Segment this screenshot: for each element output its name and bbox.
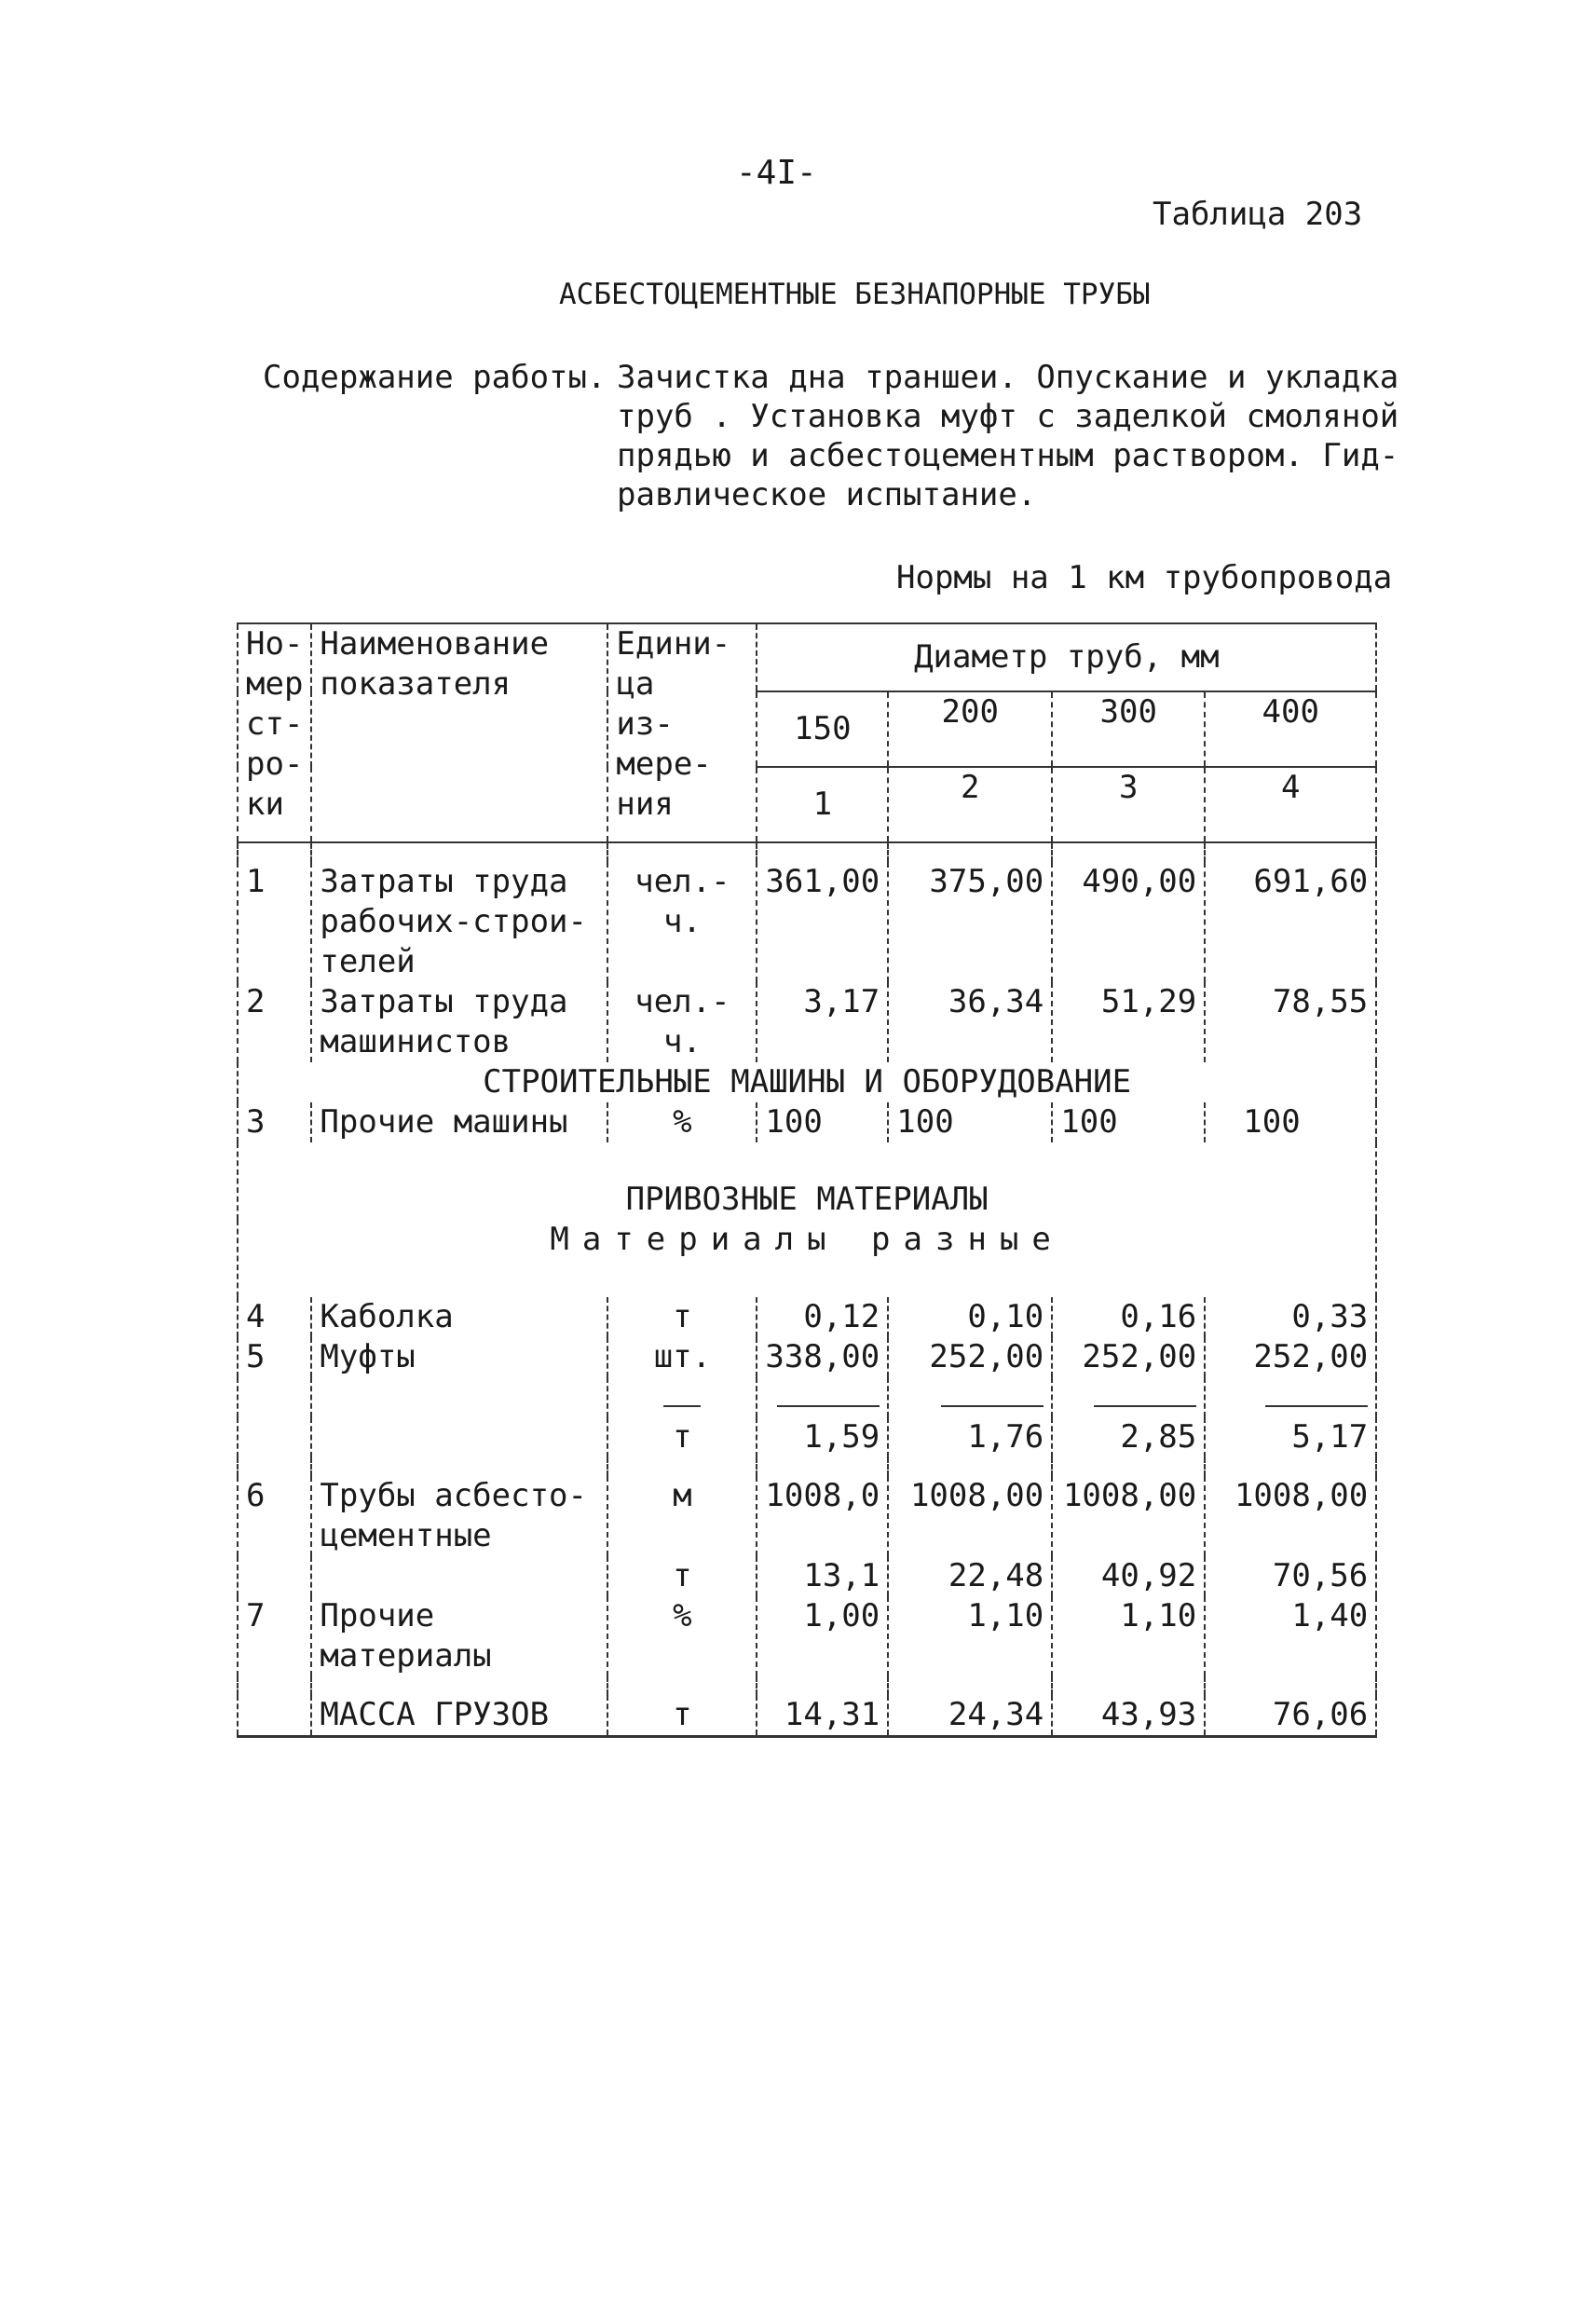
row-value-150: 0,12: [757, 1297, 888, 1337]
row-unit: т: [607, 1297, 757, 1337]
row-value-150: 3,17: [757, 982, 888, 1062]
row-value-300: 100: [1052, 1102, 1205, 1142]
row-value-300: 252,00: [1052, 1337, 1205, 1377]
row-number: 6: [238, 1476, 311, 1556]
header-col-3: 3: [1052, 767, 1205, 842]
row-value-150: 13,1: [757, 1556, 888, 1596]
row-number: 2: [238, 982, 311, 1062]
row-unit: т: [607, 1417, 757, 1457]
row-name: Затраты труда машинистов: [311, 982, 607, 1062]
row-name: [311, 1417, 607, 1457]
row-value-150: 1008,0: [757, 1476, 888, 1556]
fraction-line: [777, 1402, 880, 1407]
header-diameter-200: 200: [888, 691, 1052, 767]
work-content-label: Содержание работы.: [263, 359, 607, 396]
work-content-line: труб . Установка муфт с заделкой смоляной: [617, 398, 1399, 435]
table-row: [238, 862, 1376, 982]
row-value-200: 1,10: [888, 1596, 1052, 1676]
row-name: Трубы асбесто- цементные: [311, 1476, 607, 1556]
row-number: [238, 1695, 311, 1737]
row-value-300: 1008,00: [1052, 1476, 1205, 1556]
header-diameter-400: 400: [1205, 691, 1376, 767]
row-value-400: 70,56: [1205, 1556, 1376, 1596]
row-unit: чел.-ч.: [607, 862, 757, 982]
row-value-400: 100: [1205, 1102, 1376, 1142]
row-name: Прочие материалы: [311, 1596, 607, 1676]
table-row: [238, 1596, 1376, 1676]
header-row-number: Но- мер ст- ро- ки: [238, 623, 311, 842]
table-label: Таблица 203: [1153, 196, 1363, 233]
work-content-line: прядью и асбестоцементным раствором. Гид-: [617, 437, 1399, 474]
document-title: АСБЕСТОЦЕМЕНТНЫЕ БЕЗНАПОРНЫЕ ТРУБЫ: [559, 278, 1151, 311]
row-unit: т: [607, 1556, 757, 1596]
row-number: 5: [238, 1337, 311, 1377]
section-row: [238, 1220, 1376, 1297]
row-value-150: 100: [757, 1102, 888, 1142]
row-number: 3: [238, 1102, 311, 1142]
row-value-200: 375,00: [888, 862, 1052, 982]
row-value-150: 1,00: [757, 1596, 888, 1676]
row-unit: %: [607, 1596, 757, 1676]
row-value-200: 100: [888, 1102, 1052, 1142]
row-value-400: 78,55: [1205, 982, 1376, 1062]
row-value-200: 1008,00: [888, 1476, 1052, 1556]
row-value-400: 1,40: [1205, 1596, 1376, 1676]
table-header-row: [238, 623, 1376, 691]
page-number: -4I-: [736, 154, 817, 192]
work-content-line: Зачистка дна траншеи. Опускание и укладка: [617, 359, 1399, 396]
fraction-line: [1094, 1402, 1196, 1407]
row-value-300: 2,85: [1052, 1417, 1205, 1457]
row-value-300: 0,16: [1052, 1297, 1205, 1337]
header-indicator-name: Наименование показателя: [311, 623, 607, 842]
table-row: [238, 1417, 1376, 1457]
norms-caption: Нормы на 1 км трубопровода: [896, 559, 1393, 596]
row-value-400: 0,33: [1205, 1297, 1376, 1337]
row-value-150: 14,31: [757, 1695, 888, 1737]
header-col-4: 4: [1205, 767, 1376, 842]
row-value-400: 1008,00: [1205, 1476, 1376, 1556]
norms-table: [237, 622, 1377, 1738]
section-title: СТРОИТЕЛЬНЫЕ МАШИНЫ И ОБОРУДОВАНИЕ: [238, 1062, 1376, 1102]
section-subtitle: Материалы разные: [238, 1220, 1376, 1297]
work-content-line: равлическое испытание.: [617, 476, 1037, 513]
row-value-300: 51,29: [1052, 982, 1205, 1062]
row-value-150: 338,00: [757, 1337, 888, 1377]
row-number: [238, 1417, 311, 1457]
row-unit: шт.: [607, 1337, 757, 1377]
row-value-150: 361,00: [757, 862, 888, 982]
header-diameter-300: 300: [1052, 691, 1205, 767]
row-unit: м: [607, 1476, 757, 1556]
section-title: ПРИВОЗНЫЕ МАТЕРИАЛЫ: [238, 1142, 1376, 1220]
row-name: [311, 1556, 607, 1596]
row-value-200: 22,48: [888, 1556, 1052, 1596]
row-name: Муфты: [311, 1337, 607, 1377]
row-number: 4: [238, 1297, 311, 1337]
row-name: МАССА ГРУЗОВ: [311, 1695, 607, 1737]
table-row: [238, 1337, 1376, 1377]
fraction-line: [941, 1402, 1044, 1407]
header-col-1: 1: [757, 767, 888, 842]
row-unit: %: [607, 1102, 757, 1142]
row-value-400: 76,06: [1205, 1695, 1376, 1737]
row-value-300: 1,10: [1052, 1596, 1205, 1676]
row-value-300: 40,92: [1052, 1556, 1205, 1596]
row-number: 1: [238, 862, 311, 982]
table-row: [238, 1476, 1376, 1556]
row-number: 7: [238, 1596, 311, 1676]
row-value-400: 252,00: [1205, 1337, 1376, 1377]
row-value-200: 36,34: [888, 982, 1052, 1062]
table-row: [238, 982, 1376, 1062]
table-row: [238, 1102, 1376, 1142]
section-row: [238, 1062, 1376, 1102]
header-diameter: Диаметр труб, мм: [757, 623, 1376, 691]
row-value-200: 1,76: [888, 1417, 1052, 1457]
header-diameter-150: 150: [757, 691, 888, 767]
row-value-400: 5,17: [1205, 1417, 1376, 1457]
header-unit: Едини- ца из- мере- ния: [607, 623, 757, 842]
table-row-total: [238, 1695, 1376, 1737]
header-col-2: 2: [888, 767, 1052, 842]
section-row: [238, 1142, 1376, 1220]
fraction-divider-row: [238, 1377, 1376, 1417]
row-number: [238, 1556, 311, 1596]
fraction-line: [1265, 1402, 1368, 1407]
row-value-300: 490,00: [1052, 862, 1205, 982]
row-value-400: 691,60: [1205, 862, 1376, 982]
table-row: [238, 1297, 1376, 1337]
fraction-line: [663, 1402, 701, 1407]
row-name: Затраты труда рабочих-строи- телей: [311, 862, 607, 982]
row-unit: чел.-ч.: [607, 982, 757, 1062]
row-value-300: 43,93: [1052, 1695, 1205, 1737]
row-value-200: 24,34: [888, 1695, 1052, 1737]
row-name: Каболка: [311, 1297, 607, 1337]
row-value-200: 252,00: [888, 1337, 1052, 1377]
row-value-200: 0,10: [888, 1297, 1052, 1337]
row-value-150: 1,59: [757, 1417, 888, 1457]
row-name: Прочие машины: [311, 1102, 607, 1142]
row-unit: т: [607, 1695, 757, 1737]
table-row: [238, 1556, 1376, 1596]
